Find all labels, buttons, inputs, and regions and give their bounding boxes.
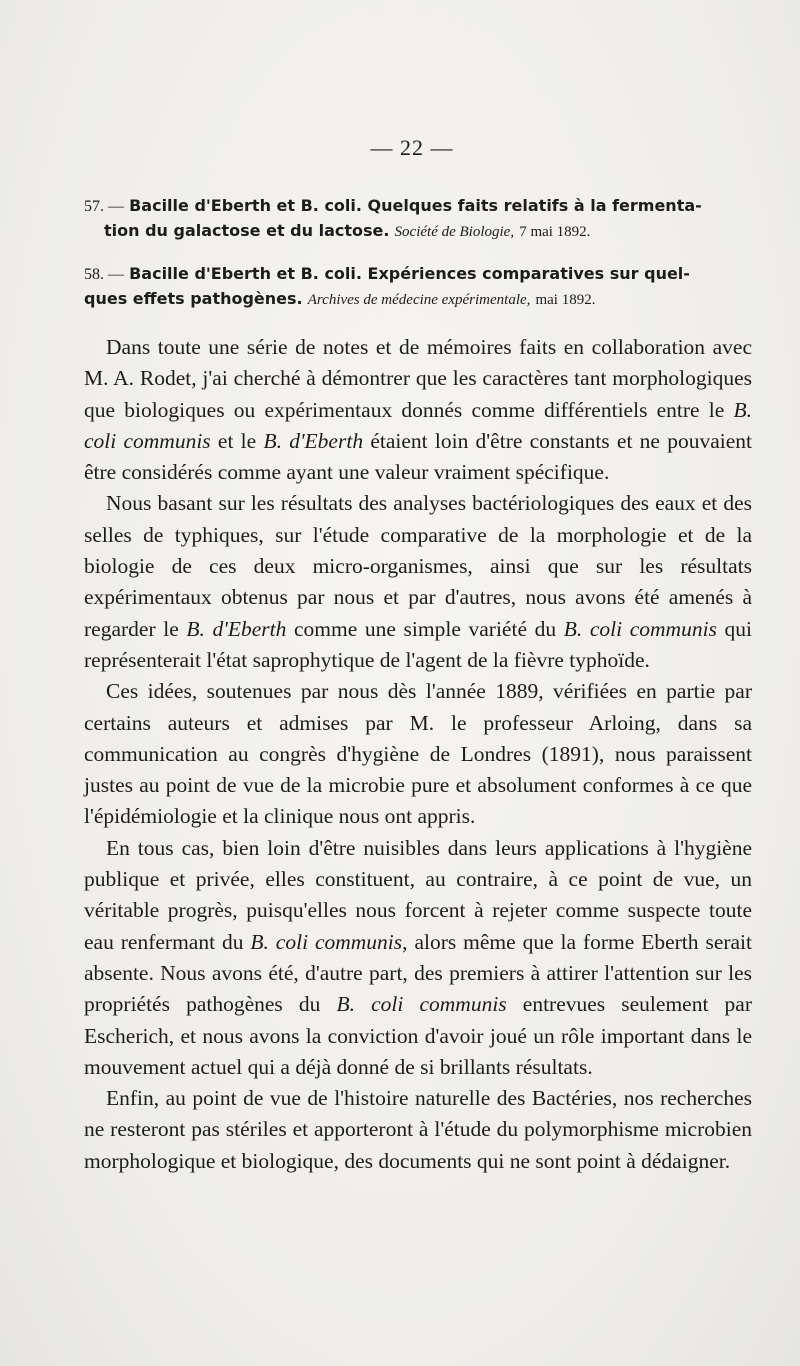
reference-journal: Archives de médecine expérimentale, bbox=[307, 292, 531, 308]
paragraph-2 bbox=[84, 488, 752, 676]
reference-number: 57. — bbox=[84, 198, 124, 215]
paragraph-3: Ces idées, soutenues par nous dès l'année 1889, vérifiées en partie par certains auteurs et admises par M. le professeur Arloing, dans sa communication au congrès d'hygiène de Londres (1891), nous paraissent justes au point de vue de la microbie pure et absolument conformes à ce que l'épidémiologie et la clinique nous ont appris. bbox=[84, 679, 752, 829]
reference-line2 bbox=[84, 287, 756, 312]
reference-title-cont: tion du galactose et du lactose. bbox=[104, 221, 390, 240]
italic-term: B. coli communis bbox=[250, 929, 403, 954]
italic-term: B. d'Eberth bbox=[263, 428, 364, 453]
text-run: comme une simple variété du bbox=[286, 616, 564, 641]
body-text bbox=[84, 332, 752, 1177]
text-run: entrevues seulement par Escherich, et nous avons la conviction d'avoir joué un rôle important dans le mouvement actuel qui a déjà donné de si brillants résultats. bbox=[84, 992, 752, 1079]
reference-title-cont: ques effets pathogènes. bbox=[84, 289, 303, 308]
paragraph-4 bbox=[84, 833, 752, 1083]
text-run: Nous basant sur les résultats des analyses bactériologiques des eaux et des selles de typhiques, sur l'étude comparative de la morphologie et de la biologie de ces deux micro-organismes, ainsi que sur les résultats expérimentaux obtenus par nous et par d'autres, nous avons été amenés à regarder le bbox=[84, 491, 752, 641]
text-run: En tous cas, bien loin d'être nuisibles dans leurs applications à l'hygiène publique et privée, elles constituent, au contraire, à ce point de vue, un véritable progrès, puisqu'elles nous forcent à rejeter comme suspecte toute eau renfermant du bbox=[84, 835, 752, 954]
reference-title: Bacille d'Eberth et B. coli. Expériences comparatives sur quel- bbox=[129, 264, 690, 283]
text-run: Dans toute une série de notes et de mémoires faits en collaboration avec M. A. Rodet, j'ai cherché à démontrer que les caractères tant morphologiques que biologiques ou expérimentaux donnés comme différentiels entre le bbox=[84, 335, 752, 422]
reference-57 bbox=[84, 194, 756, 244]
reference-title: Bacille d'Eberth et B. coli. Quelques faits relatifs à la fermenta- bbox=[129, 196, 702, 215]
reference-number: 58. — bbox=[84, 266, 124, 283]
reference-journal: Société de Biologie, bbox=[394, 224, 515, 240]
text-run: , alors même que la forme Eberth serait absente. Nous avons été, d'autre part, des premiers à attirer l'attention sur les propriétés pathogènes du bbox=[84, 929, 753, 1017]
italic-term: B. d'Eberth bbox=[186, 616, 287, 641]
text-run: qui représenterait l'état saprophytique de l'agent de la fièvre typhoïde. bbox=[84, 616, 753, 672]
reference-line2 bbox=[84, 219, 756, 244]
reference-date: 7 mai 1892. bbox=[519, 224, 591, 240]
page-number: — 22 — bbox=[370, 135, 454, 160]
text-run: et le bbox=[210, 428, 264, 453]
italic-term: B. coli communis bbox=[84, 397, 752, 453]
italic-term: B. coli communis bbox=[336, 992, 507, 1017]
text-run: étaient loin d'être constants et ne pouvaient être considérés comme ayant une valeur vraiment spécifique. bbox=[84, 428, 752, 485]
paragraph-5: Enfin, au point de vue de l'histoire naturelle des Bactéries, nos recherches ne resteront pas stériles et apporteront à l'étude du polymorphisme microbien morphologique et biologique, des documents qui ne sont point à dédaigner. bbox=[84, 1086, 752, 1173]
reference-58 bbox=[84, 262, 756, 312]
reference-date: mai 1892. bbox=[535, 292, 596, 308]
italic-term: B. coli communis bbox=[563, 616, 717, 641]
paragraph-1 bbox=[84, 332, 752, 488]
